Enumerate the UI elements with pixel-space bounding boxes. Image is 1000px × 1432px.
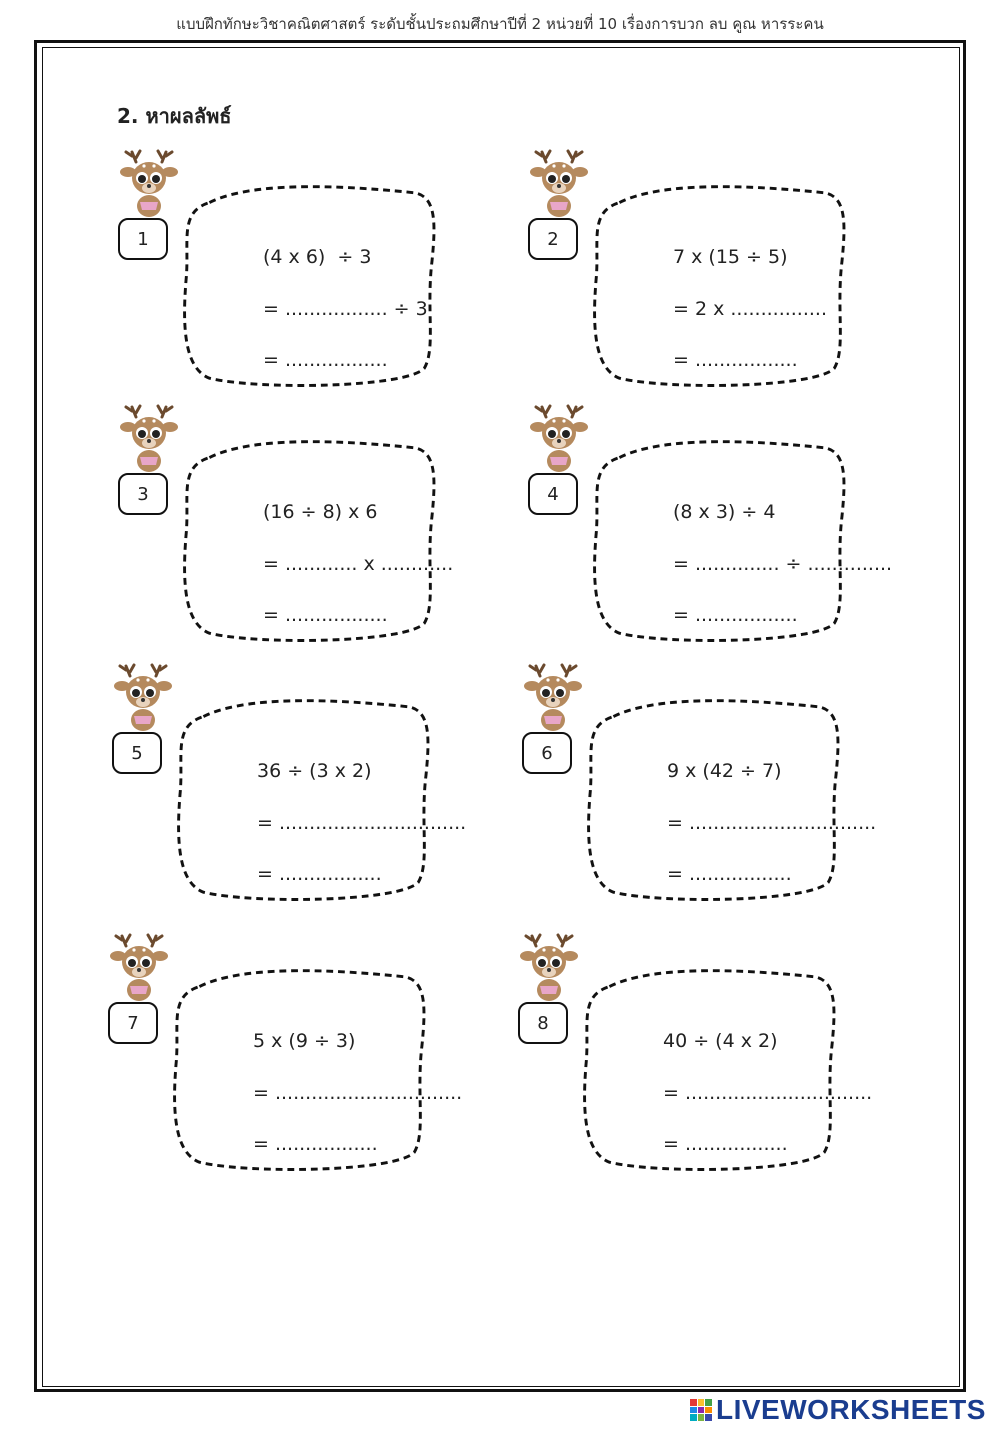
problem-number-box: 1: [118, 218, 168, 260]
answer-line[interactable]: = ...............................: [667, 812, 877, 834]
problem-number-box: 6: [522, 732, 572, 774]
problem-8: [518, 932, 938, 1192]
deer-icon: [118, 403, 180, 473]
answer-line[interactable]: = ...............................: [257, 812, 467, 834]
problem-2: [528, 148, 948, 408]
problem-number-box: 3: [118, 473, 168, 515]
logo-square: [705, 1399, 712, 1406]
answer-line[interactable]: = .................: [673, 604, 798, 626]
deer-icon: [108, 932, 170, 1002]
logo-square: [705, 1407, 712, 1414]
problem-6: [522, 662, 942, 922]
problem-expression: 40 ÷ (4 x 2): [663, 1030, 778, 1052]
answer-line[interactable]: = .............. ÷ ..............: [673, 553, 893, 575]
liveworksheets-logo: [690, 1394, 986, 1426]
problem-4: [528, 403, 948, 663]
problem-1: [118, 148, 538, 408]
deer-icon: [528, 148, 590, 218]
answer-line[interactable]: = .................: [253, 1133, 378, 1155]
problem-number-box: 2: [528, 218, 578, 260]
problem-number-box: 8: [518, 1002, 568, 1044]
problem-expression: 5 x (9 ÷ 3): [253, 1030, 356, 1052]
problem-5: [112, 662, 532, 922]
problem-number-box: 7: [108, 1002, 158, 1044]
problem-expression: 36 ÷ (3 x 2): [257, 760, 372, 782]
answer-line[interactable]: = .................: [667, 863, 792, 885]
deer-icon: [522, 662, 584, 732]
logo-grid-icon: [690, 1399, 712, 1421]
logo-square: [698, 1414, 705, 1421]
problem-expression: 7 x (15 ÷ 5): [673, 246, 788, 268]
problem-number-box: 5: [112, 732, 162, 774]
answer-line[interactable]: = ................. ÷ 3: [263, 298, 428, 320]
logo-text: LIVEWORKSHEETS: [716, 1394, 986, 1425]
answer-line[interactable]: = .................: [663, 1133, 788, 1155]
logo-square: [698, 1399, 705, 1406]
problem-expression: (8 x 3) ÷ 4: [673, 501, 776, 523]
answer-line[interactable]: = .................: [263, 349, 388, 371]
worksheet-header: แบบฝึกทักษะวิชาคณิตศาสตร์ ระดับชั้นประถมศึกษาปีที่ 2 หน่วยที่ 10 เรื่องการบวก ลบ คูณ หารระคน: [176, 15, 824, 33]
problem-expression: (16 ÷ 8) x 6: [263, 501, 378, 523]
answer-line[interactable]: = 2 x ................: [673, 298, 828, 320]
answer-line[interactable]: = ...............................: [253, 1082, 463, 1104]
deer-icon: [112, 662, 174, 732]
answer-line[interactable]: = .................: [673, 349, 798, 371]
logo-square: [690, 1407, 697, 1414]
problem-expression: 9 x (42 ÷ 7): [667, 760, 782, 782]
answer-line[interactable]: = .................: [257, 863, 382, 885]
problem-3: [118, 403, 538, 663]
problem-expression: (4 x 6) ÷ 3: [263, 246, 372, 268]
section-title: 2. หาผลลัพธ์: [117, 104, 232, 128]
deer-icon: [118, 148, 180, 218]
deer-icon: [518, 932, 580, 1002]
logo-square: [690, 1399, 697, 1406]
logo-square: [698, 1407, 705, 1414]
logo-square: [705, 1414, 712, 1421]
answer-line[interactable]: = .................: [263, 604, 388, 626]
logo-square: [690, 1414, 697, 1421]
answer-line[interactable]: = ............ x ............: [263, 553, 454, 575]
problem-number-box: 4: [528, 473, 578, 515]
deer-icon: [528, 403, 590, 473]
answer-line[interactable]: = ...............................: [663, 1082, 873, 1104]
problem-7: [108, 932, 528, 1192]
